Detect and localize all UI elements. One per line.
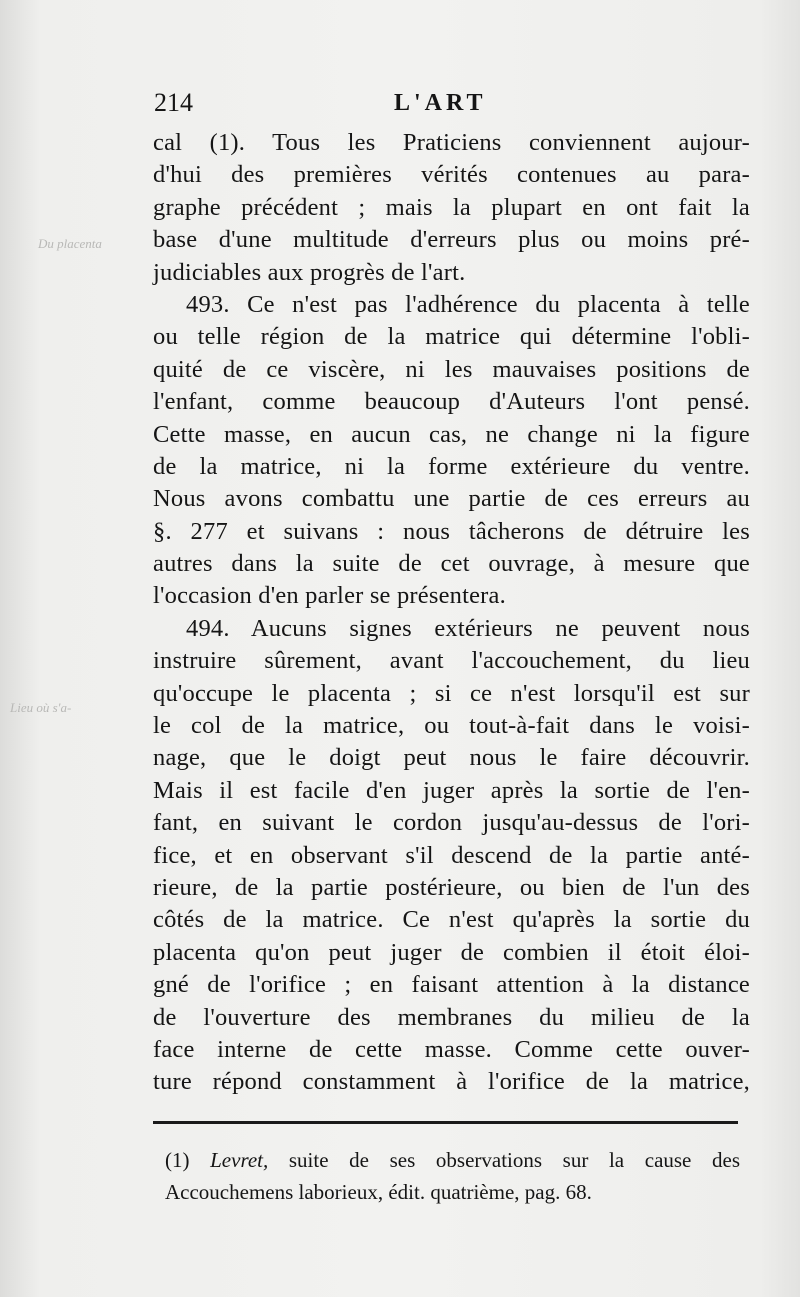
footnote-line-1 (165, 1144, 740, 1176)
text-line: Nous avons combattu une partie de ces erreurs au (153, 485, 750, 513)
footnote-line-2: Accouchemens laborieux, édit. quatrième, pag. 68. (165, 1180, 592, 1204)
bleed-through-text: Du placenta (38, 236, 102, 251)
text-line: 493. Ce n'est pas l'adhérence du placenta à telle (186, 290, 750, 318)
text-line: qu'occupe le placenta ; si ce n'est lorsqu'il est sur (153, 679, 750, 707)
text-line: graphe précédent ; mais la plupart en ont fait la (153, 193, 750, 221)
text-line: 494. Aucuns signes extérieurs ne peuvent nous (186, 614, 750, 642)
text-line: de l'ouverture des membranes du milieu de la (153, 1003, 750, 1031)
text-line: l'enfant, comme beaucoup d'Auteurs l'ont pensé. (153, 388, 750, 416)
page-header (150, 88, 750, 128)
text-line: gné de l'orifice ; en faisant attention à la distance (153, 971, 750, 999)
text-line: côtés de la matrice. Ce n'est qu'après la sortie du (153, 906, 750, 934)
text-line: placenta qu'on peut juger de combien il étoit éloi- (153, 938, 750, 966)
running-title: L'ART (394, 90, 487, 116)
bleed-through-text: Lieu où s'a- (10, 700, 72, 715)
text-line: nage, que le doigt peut nous le faire découvrir. (153, 744, 750, 772)
footnote (165, 1144, 740, 1208)
text-line: face interne de cette masse. Comme cette ouver- (153, 1035, 750, 1063)
page-number: 214 (154, 88, 193, 117)
text-line: §. 277 et suivans : nous tâcherons de détruire les (153, 517, 750, 545)
text-line: instruire sûrement, avant l'accouchement, du lieu (153, 647, 750, 675)
text-line: autres dans la suite de cet ouvrage, à mesure que (153, 550, 750, 578)
text-line: d'hui des premières vérités contenues au para- (153, 161, 750, 189)
footnote-text-1: suite de ses observations sur la cause des (288, 1148, 740, 1172)
footnote-author: Levret, (210, 1148, 269, 1172)
text-line: le col de la matrice, ou tout-à-fait dans le voisi- (153, 712, 750, 740)
text-line: ture répond constamment à l'orifice de la matrice, (153, 1068, 750, 1096)
text-line: fice, et en observant s'il descend de la partie anté- (153, 841, 750, 869)
footnote-rule (153, 1121, 738, 1124)
text-line: fant, en suivant le cordon jusqu'au-dessus de l'ori- (153, 809, 750, 837)
footnote-marker: (1) (165, 1148, 190, 1172)
text-line: rieure, de la partie postérieure, ou bien de l'un des (153, 873, 750, 901)
text-line: ou telle région de la matrice qui détermine l'obli- (153, 323, 750, 351)
text-line: Mais il est facile d'en juger après la sortie de l'en- (153, 776, 750, 804)
text-line: cal (1). Tous les Praticiens conviennent aujour- (153, 129, 750, 156)
body-text (153, 127, 750, 1099)
text-line: base d'une multitude d'erreurs plus ou moins pré- (153, 226, 750, 254)
text-line: Cette masse, en aucun cas, ne change ni la figure (153, 420, 750, 448)
text-line: l'occasion d'en parler se présentera. (153, 582, 506, 610)
text-line: judiciables aux progrès de l'art. (153, 258, 466, 286)
text-line: quité de ce viscère, ni les mauvaises positions de (153, 355, 750, 383)
text-line: de la matrice, ni la forme extérieure du ventre. (153, 452, 750, 480)
